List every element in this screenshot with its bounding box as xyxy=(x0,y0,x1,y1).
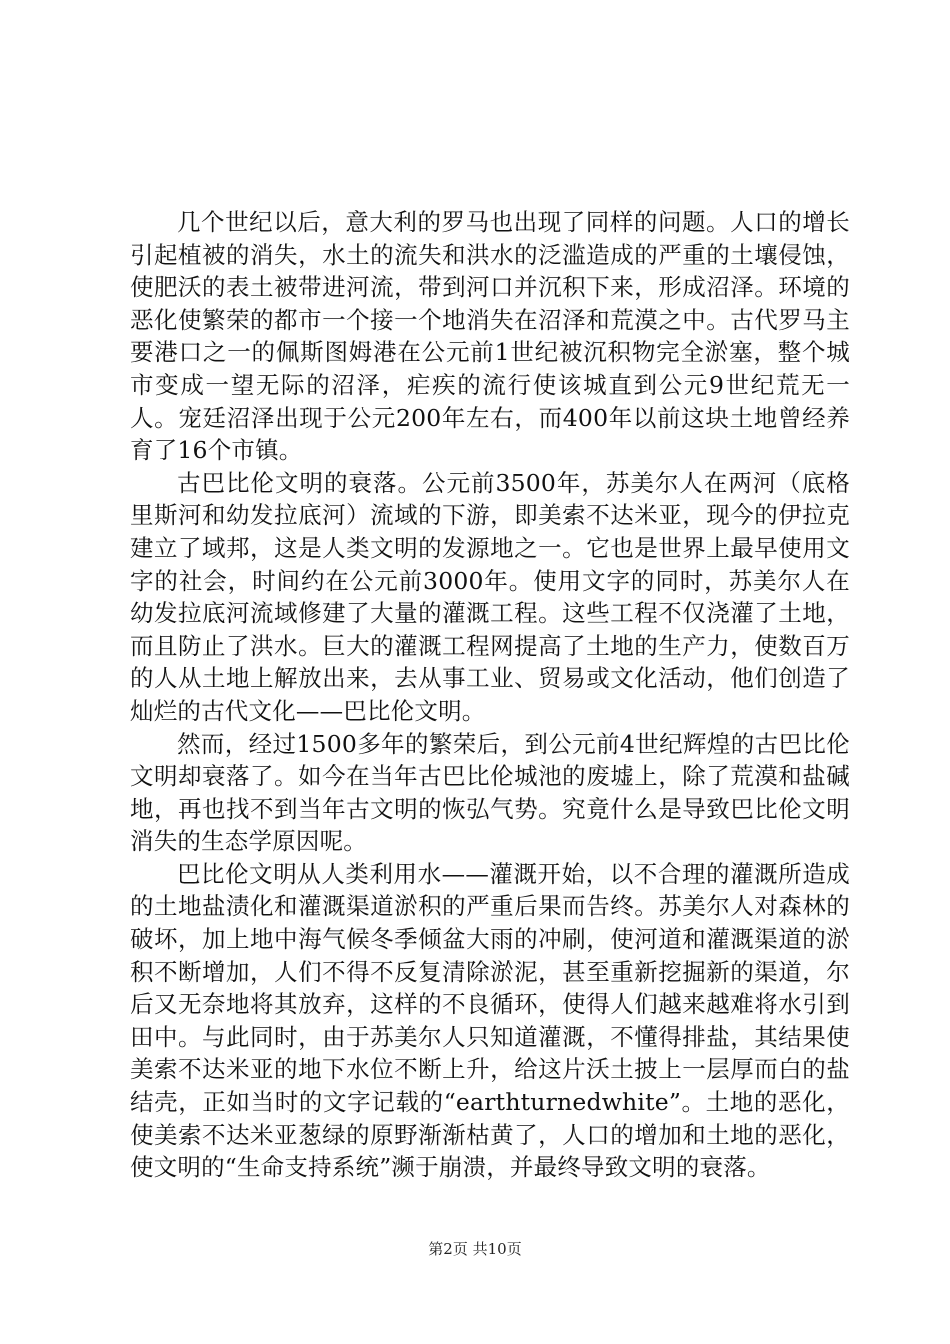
page-number: 第2页 共10页 xyxy=(428,1240,522,1258)
paragraph-rome: 几个世纪以后，意大利的罗马也出现了同样的问题。人口的增长引起植被的消失，水土的流失和洪水的泛滥造成的严重的土壤侵蚀，使肥沃的表土被带进河流，带到河口并沉积下来，形成沼泽。环境的恶化使繁荣的都市一个接一个地消失在沼泽和荒漠之中。古代罗马主要港口之一的佩斯图姆港在公元前1世纪被沉积物完全淤塞，整个城市变成一望无际的沼泽，疟疾的流行使该城直到公元9世纪荒无一人。宠廷沼泽出现于公元200年左右，而400年以前这块土地曾经养育了16个市镇。 xyxy=(130,208,850,465)
paragraph-babylon-fall: 然而，经过1500多年的繁荣后，到公元前4世纪辉煌的古巴比伦文明却衰落了。如今在当年古巴比伦城池的废墟上，除了荒漠和盐碱地，再也找不到当年古文明的恢弘气势。究竟什么是导致巴比伦文明消失的生态学原因呢。 xyxy=(130,729,850,856)
body-text xyxy=(130,206,850,1184)
paragraph-babylon-decline: 古巴比伦文明的衰落。公元前3500年，苏美尔人在两河（底格里斯河和幼发拉底河）流域的下游，即美索不达米亚，现今的伊拉克建立了域邦，这是人类文明的发源地之一。它也是世界上最早使用文字的社会，时间约在公元前3000年。使用文字的同时，苏美尔人在幼发拉底河流域修建了大量的灌溉工程。这些工程不仅浇灌了土地，而且防止了洪水。巨大的灌溉工程网提高了土地的生产力，使数百万的人从土地上解放出来，去从事工业、贸易或文化活动，他们创造了灿烂的古代文化——巴比伦文明。 xyxy=(130,468,850,725)
paragraph-irrigation: 巴比伦文明从人类利用水——灌溉开始，以不合理的灌溉所造成的土地盐渍化和灌溉渠道淤积的严重后果而告终。苏美尔人对森林的破坏，加上地中海气候冬季倾盆大雨的冲刷，使河道和灌溉渠道的淤积不断增加，人们不得不反复清除淤泥，甚至重新挖掘新的渠道，尔后又无奈地将其放弃，这样的不良循环，使得人们越来越难将水引到田中。与此同时，由于苏美尔人只知道灌溉，不懂得排盐，其结果使美索不达米亚的地下水位不断上升，给这片沃土披上一层厚而白的盐结壳，正如当时的文字记载的“earthturnedwhite”。土地的恶化，使美索不达米亚葱绿的原野渐渐枯黄了，人口的增加和土地的恶化，使文明的“生命支持系统”濒于崩溃，并最终导致文明的衰落。 xyxy=(130,859,850,1182)
